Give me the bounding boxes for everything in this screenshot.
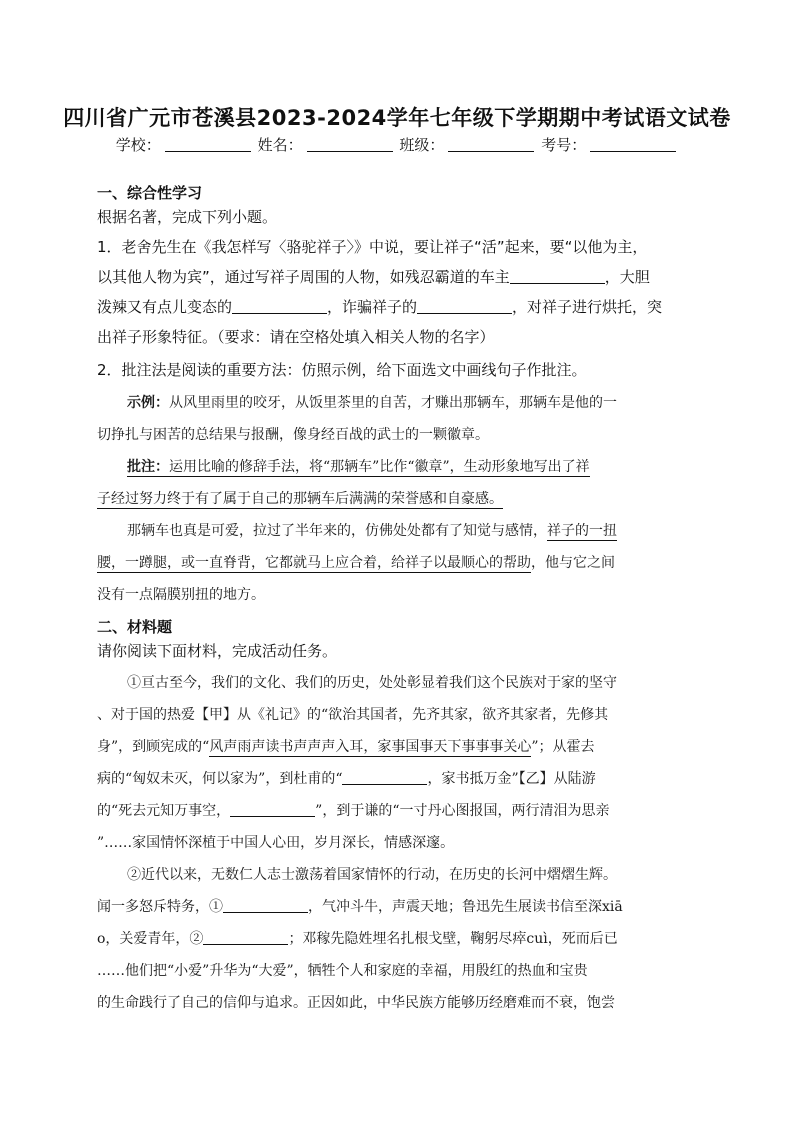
passage-line1 [97, 520, 697, 540]
material1-line1 [97, 672, 697, 692]
class-label: 班级： [399, 136, 445, 154]
material1-text3b: ”；从霍去 [531, 739, 595, 755]
passage-text1a: 那辆车也真是可爱，拉过了半年来的，仿佛处处都有了知觉与感情， [127, 523, 547, 539]
name-label: 姓名： [257, 136, 303, 154]
material1-line5 [97, 800, 697, 820]
annotation-label: 批注： [127, 459, 169, 475]
section1-intro: 根据名著，完成下列小题。 [97, 208, 278, 226]
q1-line3-text-b: ，诈骗祥子的 [327, 298, 418, 316]
material1-text1: ①亘古至今，我们的文化、我们的历史，处处彰显着我们这个民族对于家的坚守 [127, 675, 617, 691]
passage-text2b: ，他与它之间 [531, 555, 615, 571]
passage-underline2: 腰，一蹲腿，或一直脊背，它都就马上应合着，给祥子以最顺心的帮助 [97, 555, 531, 571]
example-line2: 切挣扎与困苦的总结果与报酬，像身经百战的武士的一颗徽章。 [97, 427, 489, 443]
material2-text3b: ；邓稼先隐姓埋名扎根戈壁，鞠躬尽瘁cuì，死而后已 [288, 931, 618, 947]
material2-line4: ……他们把“小爱”升华为“大爱”，牺牲个人和家庭的幸福，用殷红的热血和宝贵 [97, 963, 588, 979]
material2-line5: 的生命践行了自己的信仰与追求。正因如此，中华民族方能够历经磨难而不衰，饱尝 [97, 995, 615, 1011]
q1-line2-text-a: 以其他人物为宾”，通过写祥子周围的人物，如残忍霸道的车主 [97, 268, 510, 286]
annotation-text1: 运用比喻的修辞手法，将“那辆车”比作“徽章”，生动形象地写出了祥 [169, 459, 590, 475]
class-blank[interactable] [448, 137, 534, 152]
material1-line3 [97, 736, 697, 756]
annotation-text2: 子经过努力终于有了属于自己的那辆车后满满的荣誉感和自豪感。 [97, 491, 503, 507]
student-info-row [0, 134, 794, 155]
number-blank[interactable] [590, 137, 676, 152]
q1-line1: 1．老舍先生在《我怎样写〈骆驼祥子〉》中说，要让祥子“活”起来，要“以他为主， [97, 238, 648, 256]
passage-line2 [97, 552, 697, 572]
material1-line2: 、对于国的热爱【甲】从《礼记》的“欲治其国者，先齐其家，欲齐其家者，先修其 [97, 707, 609, 723]
material2-text2a: 闻一多怒斥特务，① [97, 899, 223, 915]
school-label: 学校： [115, 136, 161, 154]
q1-line3-text-c: ，对祥子进行烘托，突 [512, 298, 663, 316]
material1-text4b: ，家书抵万金”【乙】从陆游 [427, 771, 596, 787]
passage-line3: 没有一点隔膜别扭的地方。 [97, 587, 265, 603]
number-label: 考号： [541, 136, 587, 154]
material1-text5a: 的“死去元知万事空， [97, 803, 231, 819]
q1-blank-owner[interactable] [510, 269, 605, 284]
material2-text1: ②近代以来，无数仁人志士激荡着国家情怀的行动，在历史的长河中熠熠生辉。 [127, 867, 617, 883]
section2-intro: 请你阅读下面材料，完成活动任务。 [97, 642, 338, 660]
example-label: 示例： [127, 395, 169, 411]
material1-text5b: ”，到于谦的“一寸丹心图报国，两行清泪为思亲 [315, 803, 610, 819]
q1-line2 [97, 266, 697, 287]
section2-heading: 二、材料题 [97, 618, 173, 636]
q1-line3-text-a: 泼辣又有点儿变态的 [97, 298, 233, 316]
material2-text3a: o，关爱青年，② [97, 931, 204, 947]
material2-blank-1[interactable] [223, 898, 308, 913]
q1-line2-text-b: ，大胆 [604, 268, 650, 286]
name-blank[interactable] [307, 137, 393, 152]
material1-blank-dufu[interactable] [342, 770, 427, 785]
example-line1 [97, 392, 697, 412]
material2-line3 [97, 928, 697, 948]
material1-text3a: 身”，到顾宪成的“ [97, 739, 210, 755]
annotation-line2 [97, 488, 697, 508]
q1-blank-second[interactable] [232, 299, 327, 314]
material1-underline-couplet: 风声雨声读书声声声入耳，家事国事天下事事事关心 [209, 739, 532, 755]
material2-blank-2[interactable] [203, 930, 288, 945]
material1-line4 [97, 768, 697, 788]
passage-underline1: 祥子的一扭 [547, 523, 617, 539]
material2-text2b: ，气冲斗牛，声震天地；鲁迅先生展读书信至深xiā [308, 899, 623, 915]
q1-line3 [97, 296, 697, 317]
example-text1: 从风里雨里的咬牙，从饭里茶里的自苦，才赚出那辆车，那辆车是他的一 [169, 395, 617, 411]
section1-heading: 一、综合性学习 [97, 184, 203, 202]
material2-line2 [97, 896, 697, 916]
material1-line6: ”……家国情怀深植于中国人心田，岁月深长，情感深邃。 [97, 835, 455, 851]
school-blank[interactable] [165, 137, 251, 152]
q2-line1: 2．批注法是阅读的重要方法：仿照示例，给下面选文中画线句子作批注。 [97, 361, 587, 379]
material2-line1 [97, 864, 697, 884]
material1-text4a: 病的“匈奴未灭，何以家为”，到杜甫的“ [97, 771, 343, 787]
exam-title: 四川省广元市苍溪县2023-2024学年七年级下学期期中考试语文试卷 [63, 106, 731, 130]
q1-line4: 出祥子形象特征。（要求：请在空格处填入相关人物的名字） [97, 328, 495, 346]
annotation-line1 [97, 456, 697, 476]
material1-blank-luyou[interactable] [230, 802, 315, 817]
q1-blank-third[interactable] [417, 299, 512, 314]
